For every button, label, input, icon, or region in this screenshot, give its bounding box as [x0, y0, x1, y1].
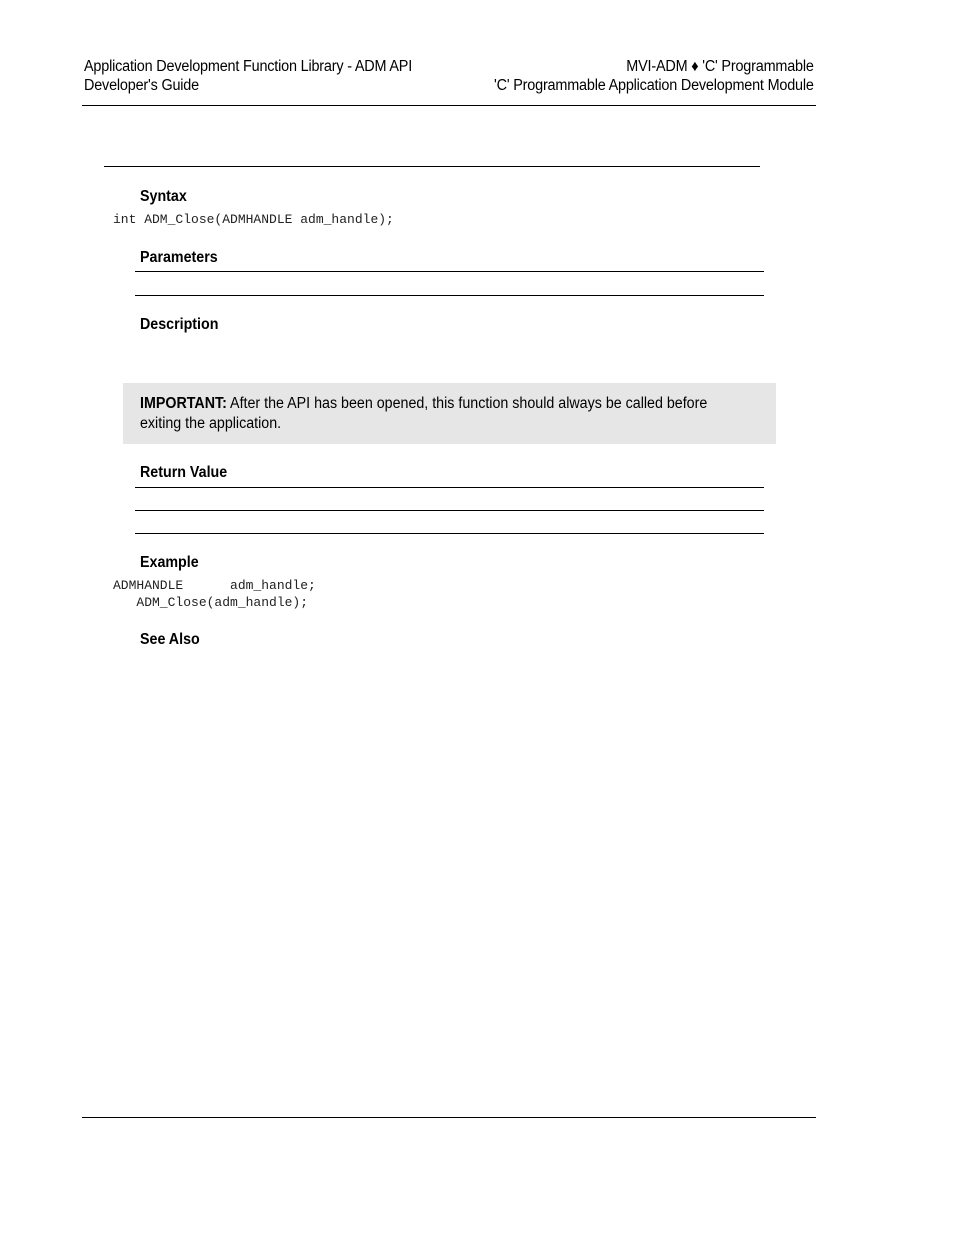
important-note [123, 383, 776, 444]
syntax-code: int ADM_Close(ADMHANDLE adm_handle); [113, 212, 394, 227]
header-rule [82, 105, 816, 106]
description-heading: Description [140, 316, 219, 333]
example-heading: Example [140, 554, 199, 571]
header-right [494, 57, 814, 95]
header-left [84, 57, 412, 95]
return-table-rule-3 [135, 533, 764, 534]
parameters-heading: Parameters [140, 249, 218, 266]
doc-subtitle: Developer's Guide [84, 77, 199, 94]
important-body: After the API has been opened, this function should always be called before exiting the application. [140, 395, 708, 432]
return-value-heading: Return Value [140, 464, 228, 481]
doc-title: Application Development Function Library - ADM API [84, 58, 413, 75]
important-note-text [140, 394, 747, 434]
product-description: 'C' Programmable Application Development Module [494, 77, 814, 94]
important-label: IMPORTANT: [140, 395, 227, 412]
example-code-line-1: ADMHANDLE adm_handle; [113, 578, 316, 593]
return-table-rule-1 [135, 487, 764, 488]
example-code-line-2: ADM_Close(adm_handle); [113, 595, 309, 610]
syntax-heading: Syntax [140, 188, 187, 205]
return-table-rule-2 [135, 510, 764, 511]
product-name: MVI-ADM ♦ 'C' Programmable [626, 58, 814, 75]
function-title-rule [104, 166, 760, 167]
footer-rule [82, 1117, 816, 1118]
see-also-heading: See Also [140, 631, 200, 648]
parameters-table-top-rule [135, 271, 764, 272]
parameters-table-bottom-rule [135, 295, 764, 296]
